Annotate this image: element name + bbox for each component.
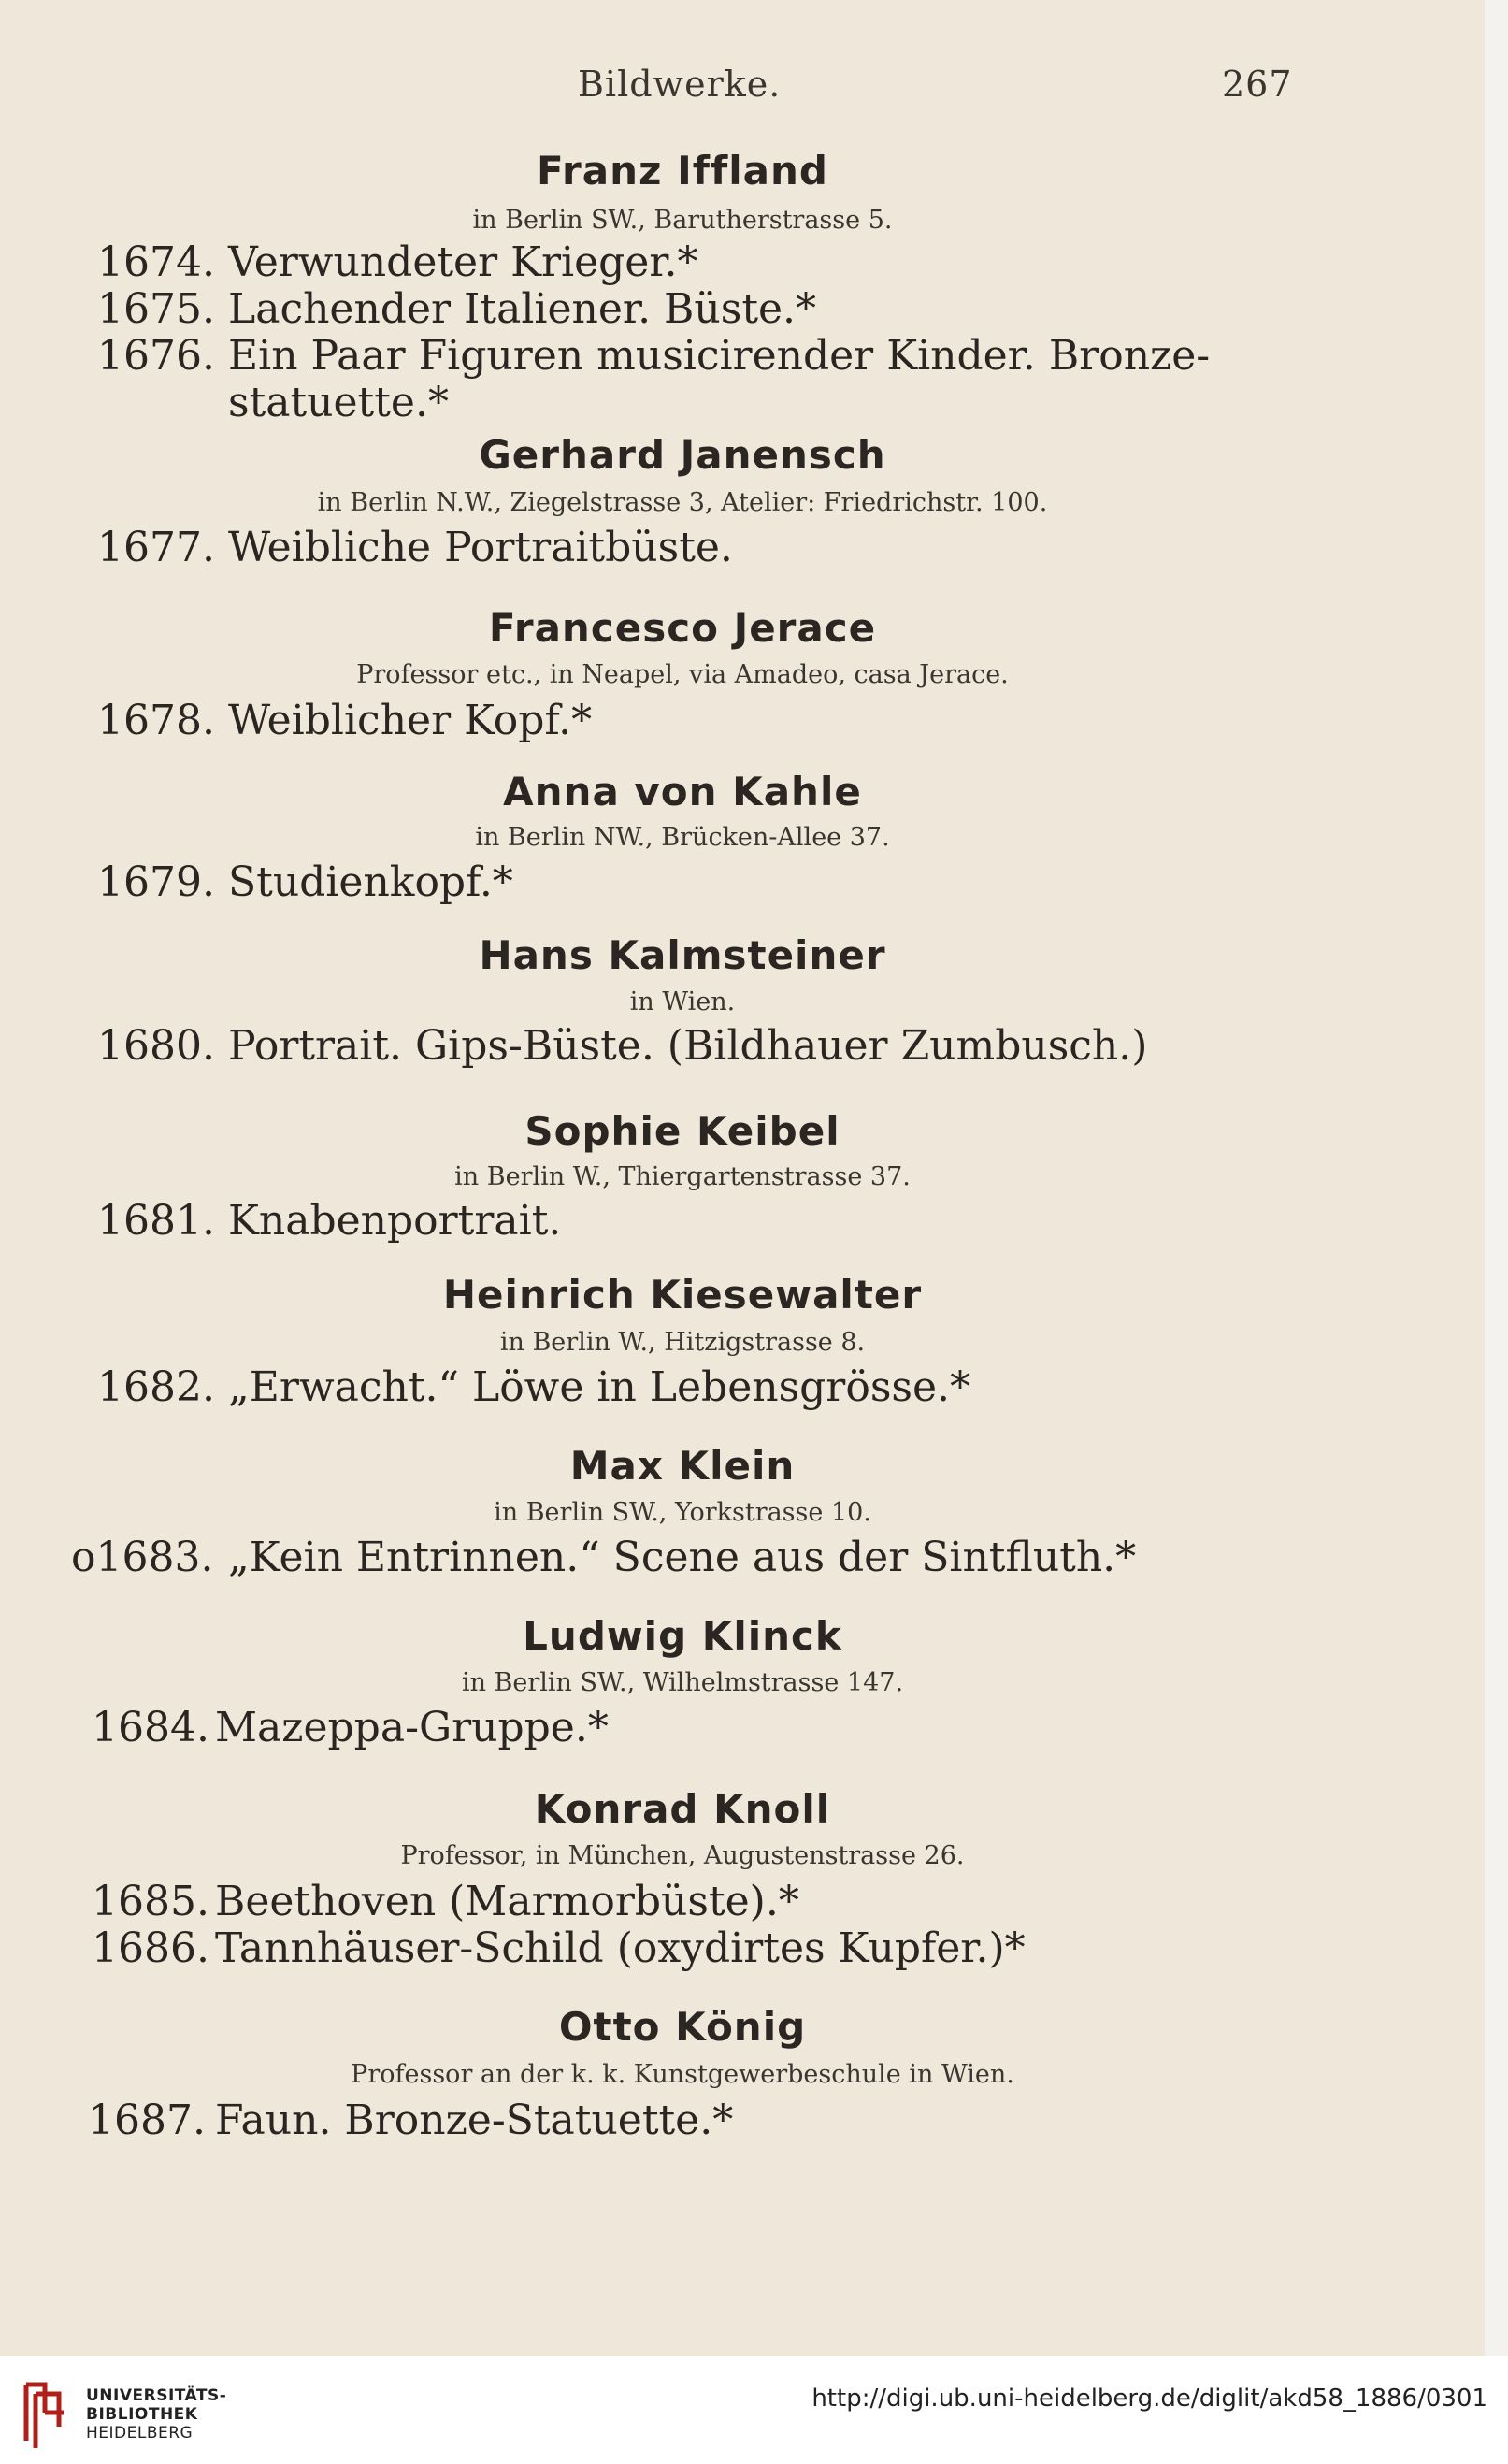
entry-number: o1683. — [71, 1534, 214, 1581]
artist-name: Hans Kalmsteiner — [479, 932, 886, 978]
artist-name: Otto König — [558, 2004, 807, 2050]
artist-address: in Berlin NW., Brücken-Allee 37. — [475, 823, 890, 852]
entry-number: 1680. — [97, 1022, 215, 1070]
entry-number: 1681. — [97, 1197, 215, 1245]
artist-address: Professor etc., in Neapel, via Amadeo, casa Jerace. — [356, 660, 1009, 689]
entry-number: 1675. — [97, 285, 215, 333]
library-logo-icon — [17, 2375, 73, 2450]
entry-title: „Erwacht.“ Löwe in Lebensgrösse.* — [228, 1363, 971, 1411]
logo-text-line: HEIDELBERG — [86, 2424, 194, 2442]
entry-continuation: statuette.* — [228, 379, 449, 426]
entry-title: Knabenportrait. — [228, 1197, 562, 1245]
entry-number: 1678. — [97, 697, 215, 744]
artist-name: Ludwig Klinck — [523, 1613, 842, 1659]
entry-title: Beethoven (Marmorbüste).* — [215, 1878, 799, 1925]
entry-number: 1684. — [92, 1704, 209, 1751]
viewer-footer — [0, 2356, 1508, 2464]
entry-title: Weiblicher Kopf.* — [228, 697, 593, 744]
entry-title: Lachender Italiener. Büste.* — [228, 285, 817, 333]
entry-title: Tannhäuser-Schild (oxydirtes Kupfer.)* — [215, 1924, 1026, 1972]
artist-address: in Berlin W., Thiergartenstrasse 37. — [454, 1162, 911, 1191]
running-head: Bildwerke. — [578, 64, 782, 105]
entry-title: Portrait. Gips-Büste. (Bildhauer Zumbusch.) — [228, 1022, 1148, 1070]
page-edge — [1485, 0, 1508, 2356]
entry-title: Studienkopf.* — [228, 858, 513, 906]
artist-name: Franz Iffland — [537, 148, 828, 194]
artist-name: Max Klein — [569, 1443, 796, 1489]
artist-name: Konrad Knoll — [534, 1786, 831, 1832]
artist-address: in Berlin N.W., Ziegelstrasse 3, Atelier: Friedrichstr. 100. — [317, 488, 1048, 517]
logo-text-line: UNIVERSITÄTS- — [86, 2386, 227, 2405]
entry-number: 1679. — [97, 858, 215, 906]
artist-name: Gerhard Janensch — [479, 432, 886, 478]
artist-name: Anna von Kahle — [503, 769, 862, 814]
entry-number: 1687. — [88, 2097, 206, 2144]
entry-number: 1677. — [97, 524, 215, 571]
entry-title: Mazeppa-Gruppe.* — [215, 1704, 609, 1751]
artist-name: Sophie Keibel — [524, 1108, 840, 1154]
entry-title: Faun. Bronze-Statuette.* — [215, 2097, 734, 2144]
entry-title: Ein Paar Figuren musicirender Kinder. Bronze- — [228, 332, 1211, 380]
entry-title: Weibliche Portraitbüste. — [228, 524, 733, 571]
entry-number: 1682. — [97, 1363, 215, 1411]
artist-address: in Berlin SW., Yorkstrasse 10. — [494, 1498, 871, 1527]
entry-number: 1676. — [97, 332, 215, 380]
artist-address: in Berlin SW., Wilhelmstrasse 147. — [461, 1668, 904, 1697]
artist-name: Francesco Jerace — [488, 605, 877, 651]
artist-address: Professor an der k. k. Kunstgewerbeschule in Wien. — [351, 2060, 1014, 2089]
artist-address: in Berlin W., Hitzigstrasse 8. — [499, 1328, 866, 1357]
entry-title: „Kein Entrinnen.“ Scene aus der Sintfluth.* — [228, 1534, 1137, 1581]
artist-address: Professor, in München, Augustenstrasse 26. — [400, 1841, 965, 1870]
artist-name: Heinrich Kiesewalter — [442, 1272, 923, 1318]
entry-title: Verwundeter Krieger.* — [228, 238, 698, 286]
source-url-link[interactable]: http://digi.ub.uni-heidelberg.de/diglit/akd58_1886/0301 — [811, 2385, 1487, 2413]
logo-text-line: BIBLIOTHEK — [86, 2405, 198, 2424]
artist-address: in Wien. — [629, 987, 736, 1016]
entry-number: 1686. — [92, 1924, 209, 1972]
page-number: 267 — [1222, 64, 1293, 105]
entry-number: 1685. — [92, 1878, 209, 1925]
artist-address: in Berlin SW., Barutherstrasse 5. — [472, 206, 893, 235]
entry-number: 1674. — [97, 238, 215, 286]
